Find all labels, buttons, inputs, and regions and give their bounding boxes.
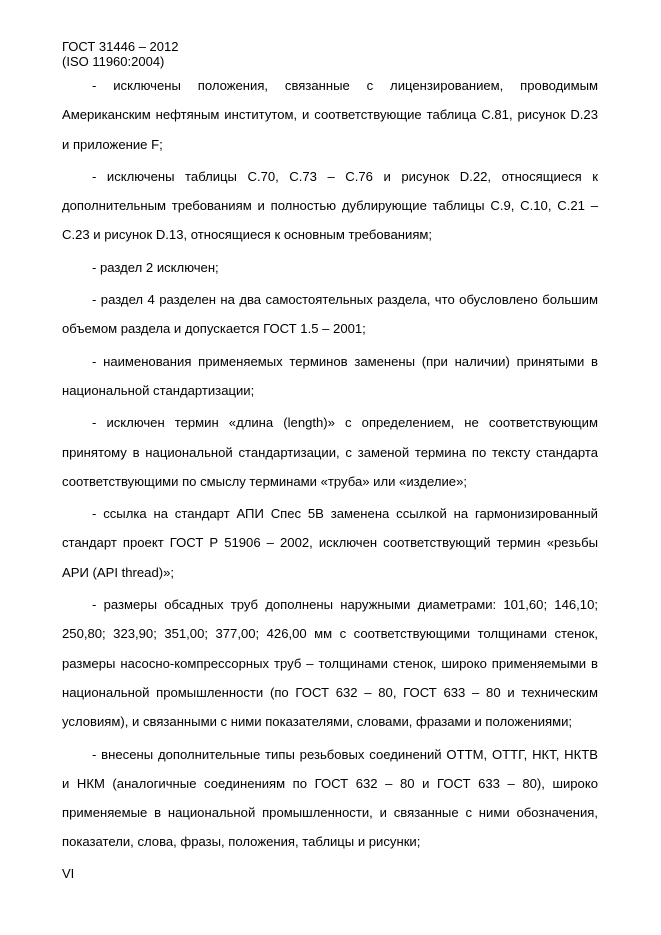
iso-designation: (ISO 11960:2004) — [62, 54, 165, 69]
list-item: - внесены дополнительные типы резьбовых соединений ОТТМ, ОТТГ, НКТ, НКТВ и НКМ (аналогичные соединениям по ГОСТ 632 – 80 и ГОСТ 633 – 80), широко применяемые в национальной промышленности, и связанные с ними обозначения, показатели, слова, фразы, положения, таблицы и рисунки; — [62, 746, 598, 850]
document-body — [62, 71, 598, 860]
page-number: VI — [62, 866, 75, 881]
list-item: - наименования применяемых терминов заменены (при наличии) принятыми в национальной стандартизации; — [62, 353, 598, 398]
list-item: - исключены положения, связанные с лицензированием, проводимым Американским нефтяным институтом, и соответствующие таблица С.81, рисунок D.23 и приложение F; — [62, 78, 598, 152]
list-item: - размеры обсадных труб дополнены наружными диаметрами: 101,60; 146,10; 250,80; 323,90; 351,00; 377,00; 426,00 мм с соответствующими толщинами стенок, размеры насосно-компрессорных труб – толщинами стенок, широко применяемыми в национальной промышленности (по ГОСТ 632 – 80, ГОСТ 633 – 80 и техническим условиям), и связанными с ними показателями, словами, фразами и положениями; — [62, 597, 598, 730]
list-item: - раздел 4 разделен на два самостоятельных раздела, что обусловлено большим объемом раздела и допускается ГОСТ 1.5 – 2001; — [62, 292, 598, 337]
page-header — [62, 39, 178, 69]
list-item: - исключен термин «длина (length)» с определением, не соответствующим принятому в национальной стандартизации, с заменой термина по тексту стандарта соответствующими по смыслу терминами «труба» или «изделие»; — [62, 415, 598, 489]
list-item: - раздел 2 исключен; — [92, 259, 219, 275]
list-item: - исключены таблицы С.70, С.73 – С.76 и рисунок D.22, относящиеся к дополнительным требованиям и полностью дублирующие таблицы С.9, С.10, С.21 – С.23 и рисунок D.13, относящиеся к основным требованиям; — [62, 168, 598, 243]
standard-designation: ГОСТ 31446 – 2012 — [62, 39, 179, 54]
list-item: - ссылка на стандарт АПИ Спес 5В заменена ссылкой на гармонизированный стандарт проект ГОСТ Р 51906 – 2002, исключен соответствующий термин «резьбы АРИ (API thread)»; — [62, 506, 598, 580]
